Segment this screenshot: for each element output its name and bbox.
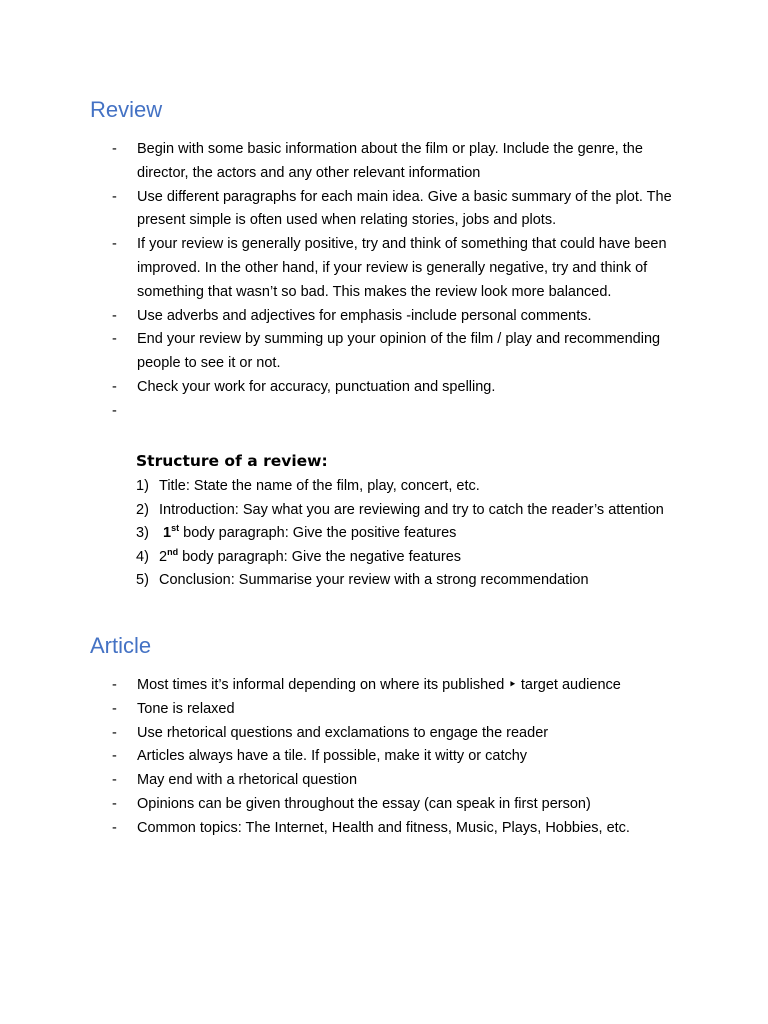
article-bullet bbox=[0, 745, 768, 769]
bullet-dash: - bbox=[112, 700, 117, 717]
bullet-dash: - bbox=[112, 677, 117, 693]
review-bullet bbox=[0, 186, 768, 234]
article-heading: Article bbox=[90, 633, 152, 658]
structure-item bbox=[0, 499, 768, 523]
review-heading: Review bbox=[90, 97, 163, 122]
review-bullet-text bbox=[137, 403, 141, 419]
review-bullet-text: End your review by summing up your opinion of the film / play and recommending people to see it or not. bbox=[137, 331, 661, 372]
structure-item-number: 1) bbox=[136, 478, 149, 494]
article-bullet bbox=[0, 769, 768, 793]
bullet-dash: - bbox=[112, 236, 117, 253]
review-bullet-list bbox=[0, 138, 768, 424]
bullet-dash: - bbox=[112, 748, 117, 765]
review-bullet-text: If your review is generally positive, try and think of something that could have been improved. In the other hand, if your review is generally negative, try and think of something that wasn’t so bad. This makes the review look more balanced. bbox=[137, 236, 667, 300]
bullet-dash: - bbox=[112, 307, 117, 324]
structure-item-number: 3) bbox=[136, 525, 149, 542]
review-bullet-text: Begin with some basic information about the film or play. Include the genre, the director, the actors and any other relevant information bbox=[137, 141, 643, 181]
structure-item bbox=[0, 546, 768, 570]
article-bullet-text: Opinions can be given throughout the essay (can speak in first person) bbox=[137, 795, 591, 812]
review-bullet bbox=[0, 138, 768, 186]
article-bullet bbox=[0, 722, 768, 746]
article-bullet bbox=[0, 817, 768, 841]
bullet-dash: - bbox=[112, 378, 117, 395]
structure-item-number: 4) bbox=[136, 548, 149, 565]
review-bullet-text: Check your work for accuracy, punctuation and spelling. bbox=[137, 378, 496, 395]
article-bullet-text: May end with a rhetorical question bbox=[137, 772, 358, 789]
article-bullet-text: Tone is relaxed bbox=[137, 700, 235, 717]
structure-item-text: Conclusion: Summarise your review with a strong recommendation bbox=[159, 572, 589, 589]
review-bullet-text: Use different paragraphs for each main idea. Give a basic summary of the plot. The present simple is often used when relating stories, jobs and plots. bbox=[137, 188, 672, 229]
article-bullet-text: Common topics: The Internet, Health and fitness, Music, Plays, Hobbies, etc. bbox=[137, 819, 630, 836]
article-bullet bbox=[0, 793, 768, 817]
structure-item-text: body paragraph: Give the negative features bbox=[178, 548, 462, 565]
bullet-dash: - bbox=[112, 141, 117, 157]
bullet-dash: - bbox=[112, 724, 117, 741]
structure-item-number: 2) bbox=[136, 501, 149, 518]
structure-item-ordinal: 1 bbox=[163, 525, 172, 542]
structure-list bbox=[0, 475, 768, 593]
bullet-dash: - bbox=[112, 795, 117, 812]
structure-item-ordinal-suffix: st bbox=[171, 523, 180, 534]
review-bullet bbox=[0, 233, 768, 304]
article-bullet-list bbox=[0, 674, 768, 841]
structure-item bbox=[0, 475, 768, 499]
structure-item-text: Title: State the name of the film, play, concert, etc. bbox=[159, 478, 480, 494]
structure-item-ordinal: 2 bbox=[159, 548, 168, 565]
structure-item bbox=[0, 569, 768, 593]
article-bullet bbox=[0, 674, 768, 698]
article-bullet-text: Use rhetorical questions and exclamations to engage the reader bbox=[137, 724, 549, 741]
bullet-dash: - bbox=[112, 402, 117, 419]
bullet-dash: - bbox=[112, 331, 117, 348]
review-bullet bbox=[0, 305, 768, 329]
structure-item-number: 5) bbox=[136, 572, 149, 589]
review-bullet-empty bbox=[0, 400, 768, 424]
review-bullet bbox=[0, 376, 768, 400]
bullet-dash: - bbox=[112, 819, 117, 836]
review-bullet bbox=[0, 328, 768, 376]
review-bullet-text: Use adverbs and adjectives for emphasis -include personal comments. bbox=[137, 307, 592, 324]
article-bullet-text: Articles always have a tile. If possible, make it witty or catchy bbox=[137, 748, 528, 765]
bullet-dash: - bbox=[112, 188, 117, 205]
structure-heading: Structure of a review: bbox=[136, 452, 328, 470]
structure-item-text: body paragraph: Give the positive features bbox=[179, 525, 457, 542]
article-bullet bbox=[0, 698, 768, 722]
structure-item-text: Introduction: Say what you are reviewing and try to catch the reader’s attention bbox=[159, 501, 664, 518]
article-bullet-text: Most times it’s informal depending on where its published ‣ target audience bbox=[137, 677, 621, 693]
structure-item-ordinal-suffix: nd bbox=[167, 546, 179, 557]
structure-item bbox=[0, 522, 768, 546]
bullet-dash: - bbox=[112, 772, 117, 789]
